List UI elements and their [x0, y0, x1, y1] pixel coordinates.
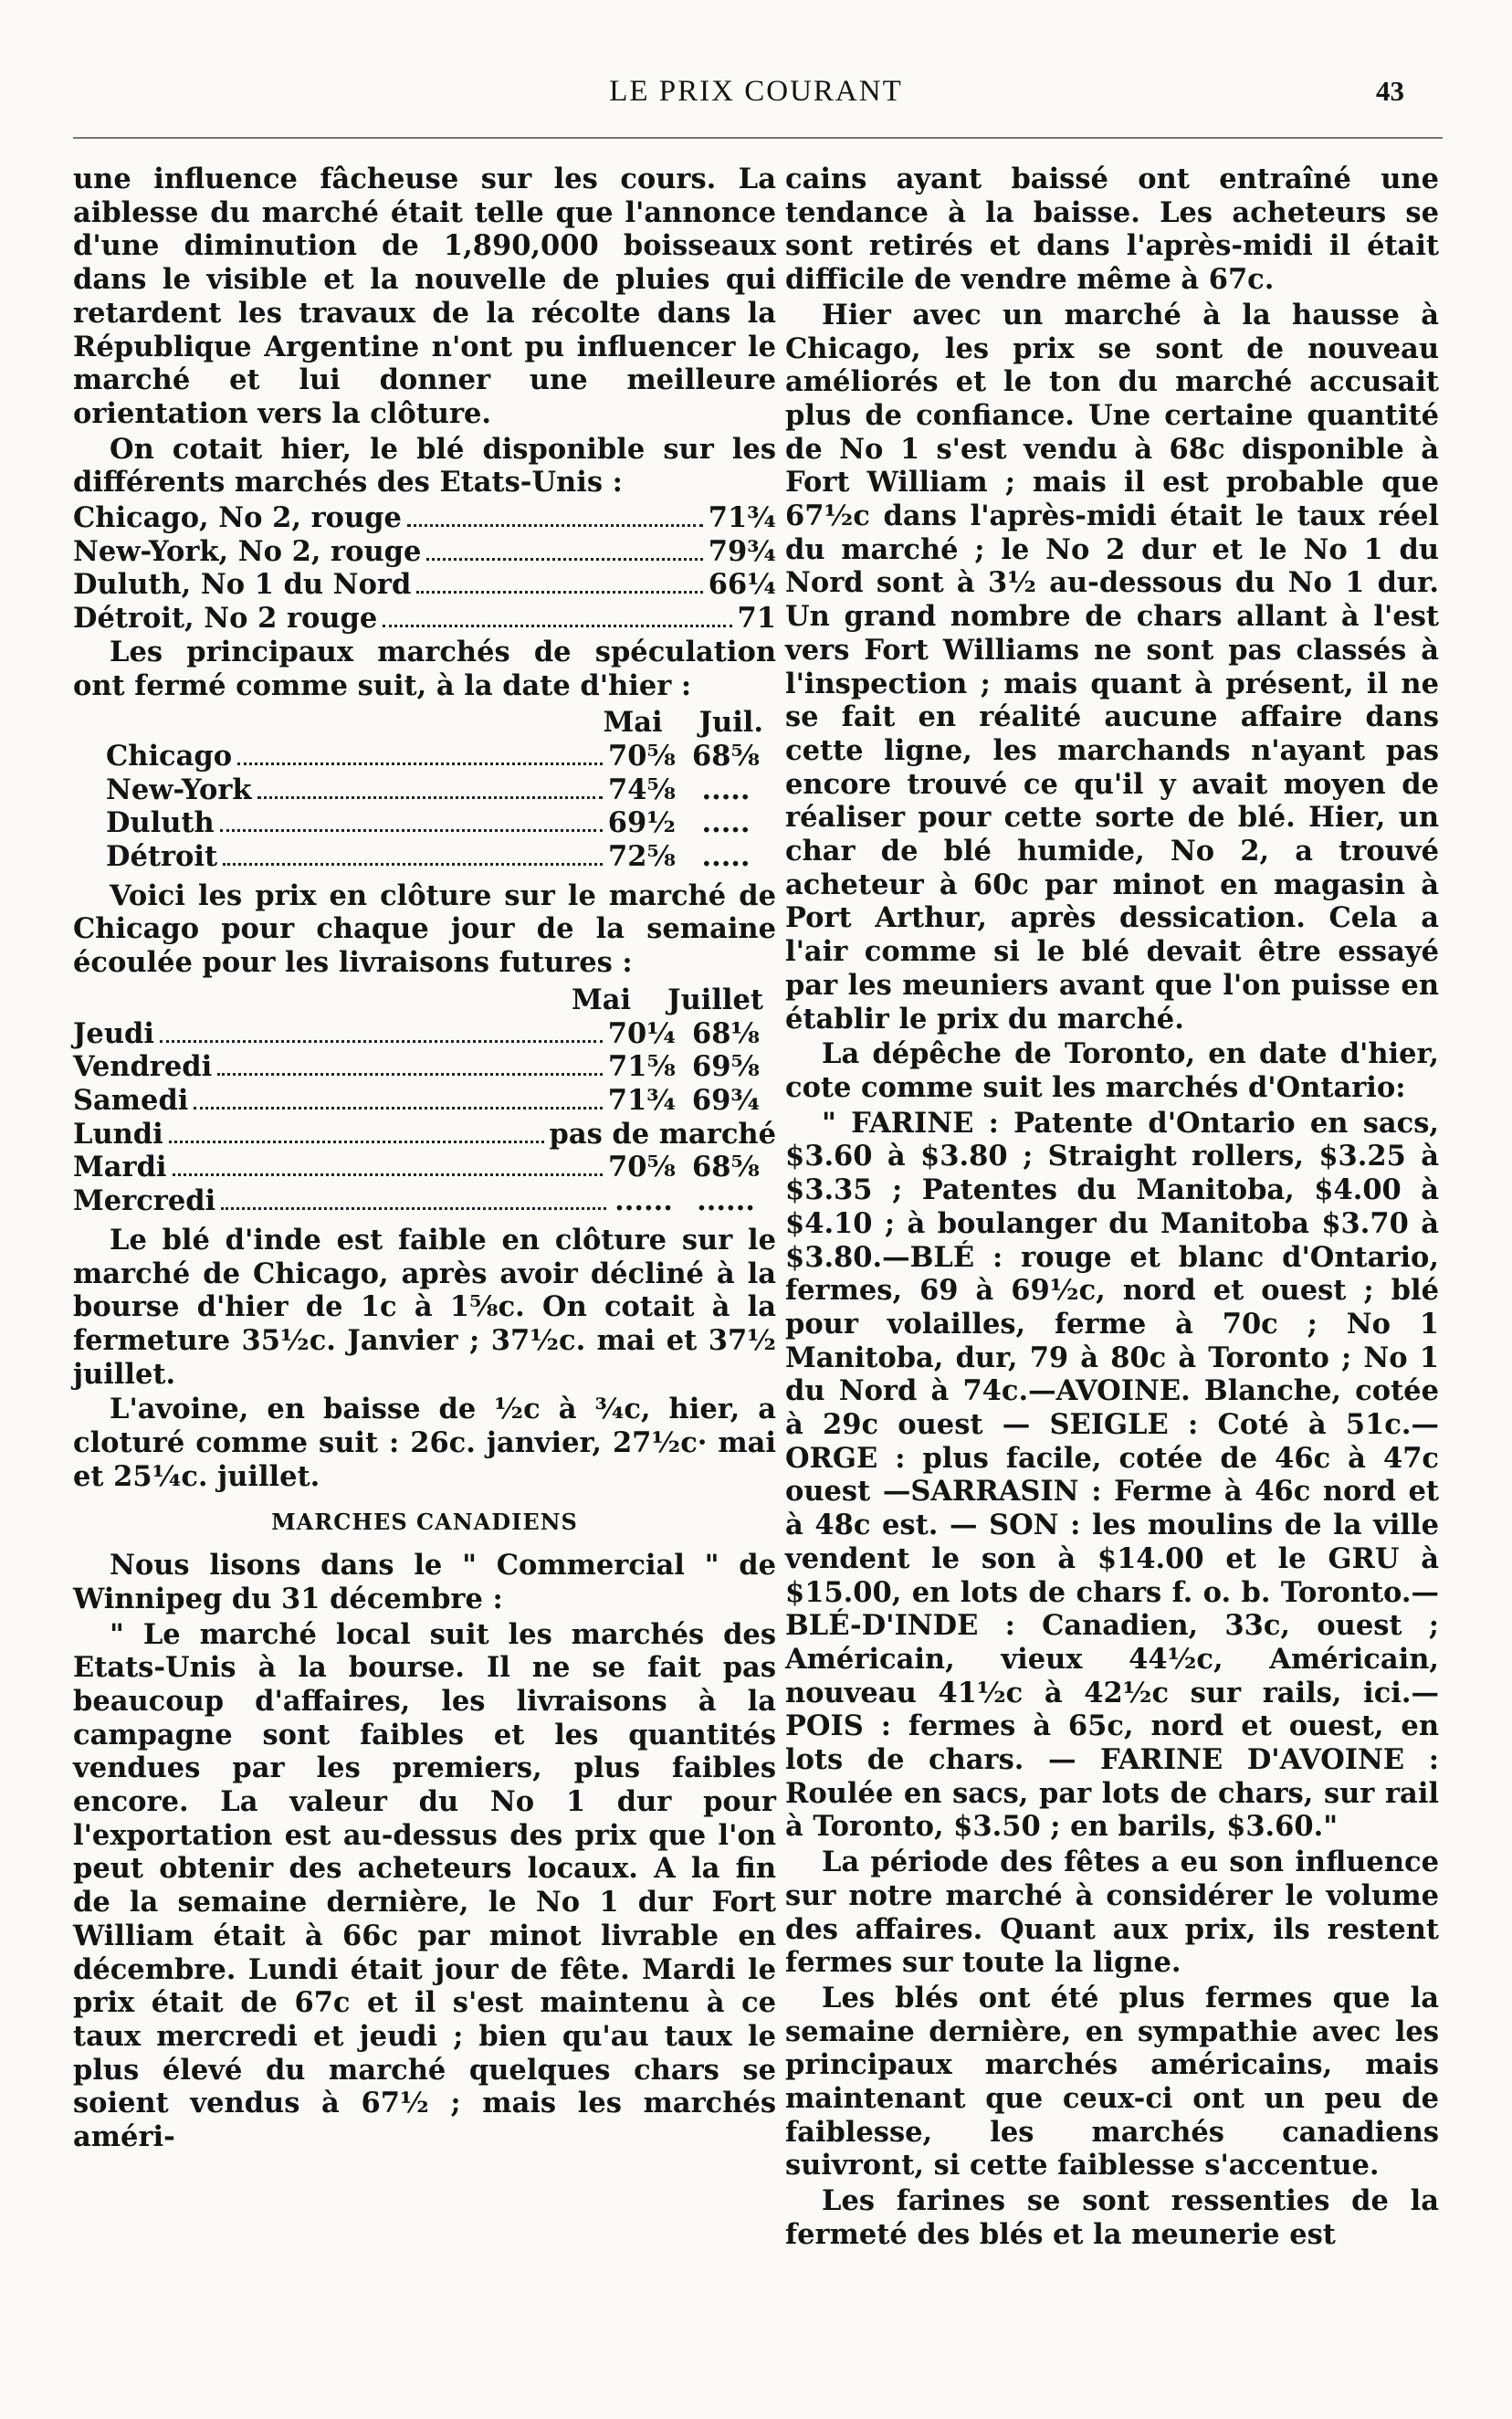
cell-mai: 72⅝ — [607, 840, 676, 874]
table-row — [106, 840, 776, 874]
speculation-table — [73, 706, 776, 874]
table-row — [106, 773, 776, 807]
cell-mai: 71⅝ — [607, 1050, 676, 1084]
paragraph: L'avoine, en baisse de ½c à ¾c, hier, a cloturé comme suit : 26c. janvier, 27½c· mai et 25¼c. juillet. — [73, 1393, 776, 1493]
paragraph: Le blé d'inde est faible en clôture sur le marché de Chicago, après avoir décliné à la bourse d'hier de 1c à 1⅝c. On cotait à la fermeture 35½c. Janvier ; 37½c. mai et 37½ juillet. — [73, 1223, 776, 1391]
paragraph: La dépêche de Toronto, en date d'hier, cote comme suit les marchés d'Ontario: — [785, 1037, 1439, 1104]
table-row — [73, 1151, 776, 1184]
cell-juil: ..... — [701, 840, 751, 874]
cell-mai: ...... — [614, 1184, 673, 1218]
row-name: Mercredi — [73, 1184, 216, 1218]
paragraph: Voici les prix en clôture sur le marché de Chicago pour chaque jour de la semaine écoulée pour les livraisons futures : — [73, 878, 776, 980]
running-title: LE PRIX COURANT — [609, 75, 903, 108]
row-name: Lundi — [73, 1117, 163, 1151]
paragraph: une influence fâcheuse sur les cours. La aiblesse du marché était telle que l'annonce d'une diminution de 1,890,000 boisseaux dans le visible et la nouvelle de pluies qui retardent les travaux de la récolte dans la République Argentine n'ont pu influencer le marché et lui donner une meilleure orientation vers la clôture. — [73, 163, 776, 430]
row-name: Duluth — [106, 806, 215, 840]
spot-quotes — [73, 501, 776, 636]
cell-mai: 70¼ — [607, 1016, 676, 1050]
table-row — [73, 1050, 776, 1084]
cell-juil: 68⅝ — [691, 1151, 761, 1184]
quote-value: 79¾ — [708, 534, 776, 568]
quote-row — [73, 535, 776, 569]
paragraph: Les farines se sont ressenties de la fermeté des blés et la meunerie est — [785, 2184, 1439, 2251]
right-column — [785, 163, 1439, 2254]
page-header — [0, 75, 1512, 121]
left-column — [73, 163, 776, 2156]
table-row — [73, 1084, 776, 1118]
row-name: Chicago — [106, 739, 233, 773]
table-row — [106, 740, 776, 773]
table-row — [73, 1184, 776, 1218]
quote-row — [73, 568, 776, 602]
table-header — [106, 706, 776, 740]
section-heading: MARCHES CANADIENS — [271, 1509, 578, 1536]
col-header-mai: Mai — [572, 983, 632, 1016]
cell-juil: 69¾ — [691, 1083, 761, 1117]
row-name: Détroit — [106, 840, 218, 874]
table-row — [106, 806, 776, 840]
quote-name: Duluth, No 1 du Nord — [73, 568, 412, 602]
table-header — [73, 983, 776, 1017]
page-number: 43 — [1376, 75, 1404, 107]
cell-juil: 68⅝ — [691, 739, 761, 773]
weekly-table — [73, 983, 776, 1218]
paragraph: " FARINE : Patente d'Ontario en sacs, $3.60 à $3.80 ; Straight rollers, $3.25 à $3.35 ; Patentes du Manitoba, $4.00 à $4.10 ; à boulanger du Manitoba $3.70 à $3.80.—BLÉ : rouge et blanc d'Ontario, fermes, 69 à 69½c, nord et ouest ; blé pour volailles, ferme à 70c ; No 1 Manitoba, dur, 79 à 80c à Toronto ; No 1 du Nord à 74c.—AVOINE. Blanche, cotée à 29c ouest — SEIGLE : Coté à 51c.—ORGE : plus facile, cotée de 46c à 47c ouest —SARRASIN : Ferme à 46c nord et à 48c est. — SON : les moulins de la ville vendent le son à $14.00 et le GRU à $15.00, en lots de chars f. o. b. Toronto.—BLÉ-D'INDE : Canadien, 33c, ouest ; Américain, vieux 44½c, Américain, nouveau 41½c à 42½c sur rails, ici.— POIS : fermes à 65c, nord et ouest, en lots de chars. — FARINE D'AVOINE : Roulée en sacs, par lots de chars, sur rail à Toronto, $3.50 ; en barils, $3.60." — [785, 1106, 1439, 1844]
quote-value: 66¼ — [708, 568, 776, 602]
row-name: Jeudi — [73, 1016, 154, 1050]
row-name: Samedi — [73, 1083, 189, 1117]
cell-juil: ..... — [701, 773, 751, 806]
paragraph: cains ayant baissé ont entraîné une tendance à la baisse. Les acheteurs se sont retirés et dans l'après-midi il était difficile de vendre même à 67c. — [785, 163, 1439, 297]
row-name: New-York — [106, 773, 252, 806]
table-row — [73, 1017, 776, 1051]
col-header-juillet: Juillet — [667, 983, 763, 1016]
quote-name: Chicago, No 2, rouge — [73, 501, 402, 535]
paragraph: La période des fêtes a eu son influence sur notre marché à considérer le volume des affaires. Quant aux prix, ils restent fermes sur toute la ligne. — [785, 1846, 1439, 1980]
col-header-mai: Mai — [603, 706, 663, 740]
row-name: Mardi — [73, 1151, 167, 1184]
cell-mai: 70⅝ — [607, 1151, 676, 1184]
cell-juil: ...... — [697, 1184, 755, 1218]
paragraph: On cotait hier, le blé disponible sur les différents marchés des Etats-Unis : — [73, 432, 776, 500]
quote-name: Détroit, No 2 rouge — [73, 602, 378, 636]
paragraph: Nous lisons dans le " Commercial " de Winnipeg du 31 décembre : — [73, 1549, 776, 1615]
cell-mai: 70⅝ — [607, 739, 676, 773]
col-header-juil: Juil. — [698, 706, 763, 740]
quote-value: 71¾ — [708, 501, 776, 535]
paragraph: " Le marché local suit les marchés des Etats-Unis à la bourse. Il ne se fait pas beaucoup d'affaires, les livraisons à la campagne sont faibles et les quantités vendues par les premiers, plus faibles encore. La valeur du No 1 dur pour l'exportation est au-dessus des prix que l'on peut obtenir des acheteurs locaux. A la fin de la semaine dernière, le No 1 dur Fort William était à 66c par minot livrable en décembre. Lundi était jour de fête. Mardi le prix était de 67c et il s'est maintenu à ce taux mercredi et jeudi ; bien qu'au taux le plus élevé du marché quelques chars se soient vendus à 67½ ; mais les marchés améri- — [73, 1617, 776, 2154]
paragraph: Hier avec un marché à la hausse à Chicago, les prix se sont de nouveau améliorés et le ton du marché accusait plus de confiance. Une certaine quantité de No 1 s'est vendu à 68c disponible à Fort William ; mais il est probable que 67½c dans l'après-midi était le taux réel du marché ; le No 2 dur et le No 1 du Nord sont à 3½ au-dessous du No 1 dur. Un grand nombre de chars allant à l'est vers Fort Williams ne sont pas classés à l'inspection ; mais quant à présent, il ne se fait en réalité aucune affaire dans cette ligne, les marchands n'ayant pas encore trouvé ce qu'il y avait moyen de réaliser pour cette sorte de blé. Hier, un char de blé humide, No 2, a trouvé acheteur à 60c par minot en magasin à Port Arthur, après dessication. Cela a l'air comme si le blé devait être essayé par les meuniers avant que l'on puisse en établir le prix du marché. — [785, 298, 1439, 1036]
cell-juil: 68⅛ — [691, 1016, 761, 1050]
quote-value: 71 — [737, 602, 776, 636]
cell-mai: 69½ — [607, 806, 676, 840]
quote-name: New-York, No 2, rouge — [73, 534, 422, 568]
row-name: Vendredi — [73, 1050, 213, 1084]
cell-mai: 71¾ — [607, 1083, 676, 1117]
paragraph: Les principaux marchés de spéculation ont fermé comme suit, à la date d'hier : — [73, 635, 776, 702]
cell-mai: 74⅝ — [607, 773, 676, 806]
table-row — [73, 1118, 776, 1152]
cell-juil: ..... — [701, 806, 751, 840]
quote-row — [73, 602, 776, 636]
quote-row — [73, 501, 776, 535]
cell-no-market: pas de marché — [549, 1117, 776, 1151]
header-rule — [73, 137, 1443, 139]
cell-juil: 69⅝ — [691, 1050, 761, 1084]
paragraph: Les blés ont été plus fermes que la semaine dernière, en sympathie avec les principaux marchés américains, mais maintenant que ceux-ci ont un peu de faiblesse, les marchés canadiens suivront, si cette faiblesse s'accentue. — [785, 1981, 1439, 2182]
